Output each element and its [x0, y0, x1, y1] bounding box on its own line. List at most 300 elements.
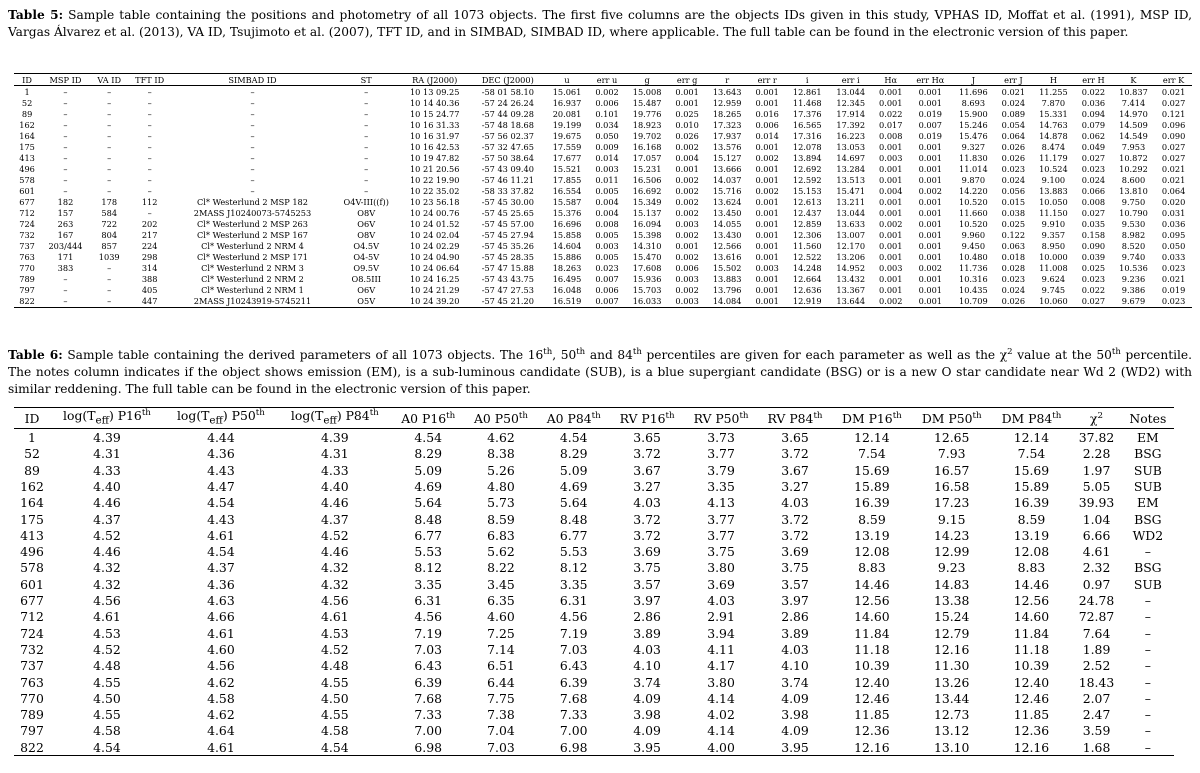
table5-cell: 16.692	[632, 185, 662, 196]
table5-cell: 15.470	[632, 252, 662, 263]
table6-cell: 3.45	[487, 576, 515, 592]
table-row	[14, 446, 1174, 462]
table6-cell: 8.12	[559, 560, 588, 576]
table6-cell: 3.77	[707, 446, 735, 462]
table-row	[14, 274, 1192, 285]
table6-cell: 6.98	[414, 739, 442, 755]
table5-cell: 0.025	[675, 108, 699, 119]
table5-cell: –	[364, 163, 369, 174]
table5-cell: 13.883	[712, 274, 742, 285]
table5-cell: 10 24 01.52	[409, 219, 460, 230]
table5-cell: 15.061	[552, 86, 582, 97]
table6-cell: 11.18	[854, 641, 890, 657]
table6-cell: 3.97	[781, 593, 809, 609]
table6-cell: 3.75	[707, 544, 735, 560]
table5-cell: 15.331	[1039, 108, 1068, 119]
table5-cell: 10.000	[1039, 252, 1068, 263]
table5-cell: 0.001	[879, 230, 903, 241]
table5-cell: 0.001	[918, 141, 943, 152]
table6-cell: 3.35	[559, 576, 588, 592]
table5-cell: 0.049	[1081, 141, 1106, 152]
table5-caption-text: Sample table containing the positions and photometry of all 1073 objects. The first five columns are the objects IDs given in this study, VPHAS ID, Moffat et al. (1991), MSP ID, Vargas Álvarez et al. (2013), VA ID, Tsujimoto et al. (2007), TFT ID, and in SIMBAD, SIMBAD ID, where applicable. The full table can be found in the electronic version of this paper.	[8, 8, 1192, 39]
table5-cell: 0.095	[1161, 230, 1186, 241]
table5-cell: 2MASS J10243919-5745211	[193, 296, 312, 307]
table-row	[14, 429, 1174, 446]
table5-header-cell: Hα	[884, 74, 898, 85]
table5-cell: 12.078	[792, 141, 822, 152]
table-row	[14, 185, 1192, 196]
table5-cell: -57 45 35.26	[481, 241, 534, 252]
table5-cell: 13.432	[836, 274, 866, 285]
table5-header-cell: err g	[676, 74, 698, 85]
table5-header-row	[14, 74, 1192, 86]
table6-cell: 3.72	[633, 527, 661, 543]
table5-header-cell: ST	[360, 74, 372, 85]
table-row	[14, 576, 1174, 592]
table6-cell: 9.15	[937, 511, 966, 527]
table5-cell: –	[250, 130, 255, 141]
table5-cell: 0.023	[1001, 274, 1026, 285]
table6-cell: 164	[20, 495, 44, 511]
table5-cell: 8.600	[1121, 174, 1146, 185]
table6-cell: 12.36	[1013, 723, 1050, 739]
table5-cell: –	[364, 86, 369, 97]
table6-cell: 15.89	[1013, 479, 1050, 494]
table6-cell: 12.79	[933, 625, 970, 641]
table5-cell: 0.001	[755, 86, 779, 97]
table5-cell: 13.044	[836, 208, 866, 219]
table5-header-cell: J	[971, 74, 975, 85]
table5-cell: 15.936	[632, 274, 662, 285]
table5-cell: 14.220	[959, 185, 988, 196]
table5-cell: –	[63, 174, 68, 185]
table5-cell: 12.345	[836, 97, 866, 108]
table-row	[14, 674, 1174, 690]
table5-cell: 9.870	[961, 174, 986, 185]
table6-cell: –	[1144, 544, 1151, 560]
table6-cell: 3.69	[707, 576, 735, 592]
table6-cell: 12.56	[1013, 593, 1050, 609]
table-row	[14, 208, 1192, 219]
table6-cell: 13.38	[933, 593, 970, 609]
table5-cell: 12.919	[792, 296, 822, 307]
table5-header-cell: r	[725, 74, 730, 85]
table5-cell: 0.019	[1161, 285, 1186, 296]
table5-cell: 13.284	[836, 163, 866, 174]
table5-cell: 14.037	[712, 174, 742, 185]
table5-cell: 677	[19, 197, 35, 208]
table5-cell: –	[107, 152, 112, 163]
table6-header-cell: RV P16th	[619, 410, 675, 426]
table6-cell: 8.38	[487, 446, 515, 462]
table6-cell: BSG	[1134, 560, 1162, 576]
table5-cell: 0.027	[1161, 97, 1186, 108]
table-row	[14, 527, 1174, 543]
table6-caption-text: Sample table containing the derived parameters of all 1073 objects. The 16th, 50th and 84th percentiles are given for each parameter as well as the $\chi^2$ value at the 50th percentile. The notes column indicates if the object shows emission (EM), is a sub-luminous candidate (SUB), is a blue supergiant candidate (BSG) or is a new O star candidate near Wd 2 (WD2) with similar reddening. The full table can be found in the electronic version of this paper.	[8, 346, 1192, 396]
table5-cell: 0.027	[1161, 141, 1186, 152]
table6-derived-parameters	[14, 407, 1174, 756]
table6-cell: –	[1144, 593, 1151, 609]
table6-cell: 12.46	[1013, 690, 1050, 706]
table6-cell: 4.56	[321, 593, 349, 609]
table5-header-cell: K	[1130, 74, 1137, 85]
table-row	[14, 263, 1192, 274]
table5-cell: 0.001	[918, 219, 943, 230]
table6-cell: 7.00	[559, 723, 588, 739]
table5-cell: 0.054	[1001, 119, 1026, 130]
table6-cell: 11.85	[1013, 707, 1050, 723]
table-row	[14, 97, 1192, 108]
table5-cell: 13.796	[712, 285, 742, 296]
table5-cell: 15.137	[632, 208, 662, 219]
table5-cell: 15.376	[552, 208, 582, 219]
table5-cell: 16.565	[792, 119, 822, 130]
table5-cell: 10 16 42.53	[409, 141, 460, 152]
table5-cell: 0.027	[1081, 208, 1106, 219]
table6-cell: 5.53	[414, 544, 442, 560]
table5-cell: Cl* Westerlund 2 NRM 1	[201, 285, 304, 296]
table5-cell: –	[107, 296, 112, 307]
table5-cell: 7.870	[1041, 97, 1066, 108]
table5-cell: 14.763	[1039, 119, 1068, 130]
table6-cell: 4.46	[321, 495, 349, 511]
table5-cell: 10 16 31.33	[409, 119, 460, 130]
table5-cell: 11.660	[959, 208, 988, 219]
table6-cell: 4.66	[207, 609, 235, 625]
table6-cell: 4.39	[321, 430, 349, 446]
table6-cell: 4.03	[781, 495, 809, 511]
table6-cell: 15.69	[854, 462, 890, 478]
table5-cell: 16.094	[632, 219, 662, 230]
table6-cell: 4.52	[93, 527, 121, 543]
table5-cell: 9.910	[1041, 219, 1066, 230]
table6-cell: 89	[24, 462, 40, 478]
table6-header-row	[14, 408, 1174, 429]
table6-cell: 4.17	[707, 658, 735, 674]
table5-cell: 0.001	[755, 285, 779, 296]
table5-cell: 17.559	[552, 141, 582, 152]
table-row	[14, 739, 1174, 756]
table5-label: Table 5:	[8, 8, 64, 22]
table5-cell: 14.952	[836, 263, 866, 274]
table5-cell: –	[147, 141, 152, 152]
table5-cell: 9.327	[961, 141, 986, 152]
table6-cell: 13.19	[1013, 527, 1050, 543]
table5-cell: –	[107, 163, 112, 174]
table5-cell: 0.035	[1081, 219, 1106, 230]
table6-cell: 6.98	[559, 739, 588, 755]
table6-cell: 4.56	[414, 609, 442, 625]
table6-cell: 11.85	[854, 707, 890, 723]
table-row	[14, 296, 1192, 308]
table5-cell: 0.004	[675, 152, 699, 163]
table5-cell: 0.026	[1001, 296, 1026, 307]
table6-cell: 578	[20, 560, 44, 576]
table6-cell: 4.56	[559, 609, 588, 625]
table6-cell: 12.14	[854, 430, 890, 446]
table6-cell: 4.40	[321, 479, 349, 494]
table5-cell: 0.122	[1001, 230, 1026, 241]
table6-cell: 4.52	[93, 641, 121, 657]
table5-cell: 9.740	[1121, 252, 1146, 263]
table-row	[14, 707, 1174, 723]
table5-cell: 13.666	[712, 163, 742, 174]
table6-cell: 7.00	[414, 723, 442, 739]
table5-cell: 0.006	[595, 97, 619, 108]
table6-cell: 3.73	[707, 430, 735, 446]
table5-cell: 13.644	[836, 296, 866, 307]
table5-cell: 16.506	[632, 174, 662, 185]
table5-cell: 0.022	[1081, 86, 1106, 97]
table5-cell: 0.003	[675, 274, 699, 285]
table6-cell: 7.19	[414, 625, 442, 641]
table6-cell: 5.09	[414, 462, 442, 478]
table5-cell: 0.094	[1081, 108, 1106, 119]
table6-cell: 12.65	[933, 430, 970, 446]
table6-cell: 770	[20, 690, 44, 706]
table6-cell: 7.03	[487, 739, 515, 755]
table5-cell: 0.062	[1081, 130, 1106, 141]
table6-cell: 4.50	[321, 690, 349, 706]
table5-cell: –	[147, 174, 152, 185]
table5-cell: 10.524	[1039, 163, 1068, 174]
table5-cell: 0.002	[675, 208, 699, 219]
table5-cell: 0.001	[755, 241, 779, 252]
table6-cell: 8.29	[414, 446, 442, 462]
table5-cell: 2MASS J10240073-5745253	[193, 208, 312, 219]
table5-cell: 8.693	[961, 97, 986, 108]
table5-cell: 12.861	[792, 86, 822, 97]
table5-cell: 0.004	[595, 197, 619, 208]
table5-cell: 0.001	[879, 252, 903, 263]
table5-cell: –	[107, 185, 112, 196]
table5-cell: –	[63, 152, 68, 163]
table6-cell: 4.62	[207, 707, 235, 723]
table5-cell: 0.002	[755, 152, 779, 163]
table5-cell: 52	[21, 97, 33, 108]
table6-cell: 3.97	[633, 593, 661, 609]
table5-cell: O8V	[357, 208, 376, 219]
table5-cell: –	[107, 119, 112, 130]
table5-cell: 732	[19, 230, 35, 241]
table-row	[14, 141, 1192, 152]
table6-cell: 4.62	[487, 430, 515, 446]
table-row	[14, 609, 1174, 625]
table6-cell: 1.68	[1082, 739, 1111, 755]
table5-cell: 15.231	[632, 163, 662, 174]
table5-cell: 12.170	[836, 241, 866, 252]
table6-cell: 4.43	[207, 462, 235, 478]
table6-cell: 7.64	[1082, 625, 1111, 641]
table6-cell: 4.54	[414, 430, 442, 446]
table6-cell: 4.14	[707, 723, 735, 739]
table6-cell: 4.37	[207, 560, 235, 576]
table6-cell: 7.33	[559, 707, 588, 723]
table5-header-cell: TFT ID	[135, 74, 165, 85]
table5-cell: 15.246	[959, 119, 988, 130]
table5-cell: 0.001	[918, 230, 943, 241]
table6-header-cell: ID	[24, 410, 40, 426]
table5-cell: –	[63, 108, 68, 119]
table6-cell: 16.39	[1013, 495, 1050, 511]
table6-cell: 8.48	[559, 511, 588, 527]
table6-cell: 13.19	[854, 527, 890, 543]
table5-cell: 789	[19, 274, 35, 285]
table5-cell: 13.643	[712, 86, 742, 97]
table5-cell: 15.521	[552, 163, 582, 174]
table5-cell: 9.450	[961, 241, 986, 252]
table5-cell: 0.001	[918, 241, 943, 252]
table6-cell: 3.27	[781, 479, 809, 494]
table5-cell: 17.937	[712, 130, 742, 141]
table5-cell: 10.316	[959, 274, 988, 285]
table5-cell: 0.002	[675, 185, 699, 196]
table-row	[14, 478, 1174, 494]
table5-cell: 10 24 16.25	[409, 274, 460, 285]
table6-cell: 6.31	[414, 593, 442, 609]
table6-cell: 7.19	[559, 625, 588, 641]
table6-body	[14, 429, 1174, 756]
table5-cell: 14.878	[1039, 130, 1068, 141]
table6-cell: 18.43	[1078, 674, 1115, 690]
table5-cell: 0.021	[1161, 163, 1186, 174]
table6-cell: 10.39	[1013, 658, 1050, 674]
table5-cell: 9.624	[1041, 274, 1066, 285]
table5-cell: 15.716	[712, 185, 742, 196]
table6-cell: –	[1144, 625, 1151, 641]
table5-cell: 13.044	[836, 86, 866, 97]
table-row	[14, 641, 1174, 657]
table5-cell: –	[107, 174, 112, 185]
table5-cell: -57 48 18.68	[481, 119, 534, 130]
table5-cell: O4.5V	[353, 241, 380, 252]
table6-header-cell: RV P50th	[693, 410, 749, 426]
table6-header-cell: A0 P50th	[473, 410, 528, 426]
table5-cell: –	[364, 119, 369, 130]
table5-cell: 15.398	[632, 230, 662, 241]
table-row	[14, 130, 1192, 141]
table6-cell: 3.98	[633, 707, 661, 723]
table6-cell: 4.61	[321, 609, 349, 625]
table5-cell: O9.5V	[353, 263, 380, 274]
table5-cell: 13.894	[792, 152, 822, 163]
table6-cell: 3.67	[633, 462, 661, 478]
table5-cell: 0.001	[918, 274, 943, 285]
table6-cell: 4.44	[207, 430, 235, 446]
table5-cell: 10 14 40.36	[409, 97, 460, 108]
table6-cell: 4.61	[207, 527, 235, 543]
table5-cell: 13.053	[836, 141, 866, 152]
table6-cell: 3.74	[633, 674, 661, 690]
table6-cell: 4.63	[207, 593, 235, 609]
table5-cell: 15.153	[792, 185, 822, 196]
table6-cell: 4.52	[321, 527, 349, 543]
table6-header-cell: $\log(T_{eff})$ P50th	[176, 407, 265, 427]
table5-cell: 0.027	[1081, 152, 1106, 163]
table5-cell: –	[364, 130, 369, 141]
table5-cell: 1039	[98, 252, 120, 263]
table5-cell: 11.830	[959, 152, 988, 163]
table6-cell: 52	[24, 446, 40, 462]
table5-cell: –	[364, 108, 369, 119]
table5-cell: -58 01 58.10	[481, 86, 534, 97]
table5-cell: 0.001	[918, 163, 943, 174]
table5-cell: 0.079	[1081, 119, 1106, 130]
table6-cell: 4.40	[93, 479, 121, 494]
table5-cell: 10.292	[1119, 163, 1148, 174]
table5-cell: 0.004	[595, 208, 619, 219]
table5-cell: –	[250, 119, 255, 130]
table6-cell: 3.35	[414, 576, 442, 592]
table5-cell: 13.883	[1039, 185, 1068, 196]
table6-cell: 5.62	[487, 544, 515, 560]
table5-cell: –	[63, 86, 68, 97]
table6-cell: 5.53	[559, 544, 588, 560]
table6-cell: 0.97	[1082, 576, 1111, 592]
table6-cell: 822	[20, 739, 44, 755]
table5-cell: 0.001	[918, 285, 943, 296]
table5-header-cell: SIMBAD ID	[228, 74, 277, 85]
table5-cell: 0.064	[1161, 185, 1186, 196]
table5-header-cell: MSP ID	[49, 74, 82, 85]
table6-cell: 3.35	[707, 479, 735, 494]
table5-cell: 0.008	[879, 130, 903, 141]
table5-cell: 7.953	[1121, 141, 1146, 152]
table5-cell: –	[63, 141, 68, 152]
table5-cell: 19.702	[632, 130, 662, 141]
table6-cell: 4.55	[93, 674, 121, 690]
table-row	[14, 163, 1192, 174]
table5-cell: 263	[57, 219, 74, 230]
table6-cell: 3.95	[633, 739, 661, 755]
table5-cell: –	[250, 97, 255, 108]
table5-cell: 0.001	[918, 86, 943, 97]
table5-cell: 15.703	[632, 285, 662, 296]
table6-cell: 6.39	[559, 674, 588, 690]
table6-cell: 11.84	[1013, 625, 1050, 641]
table5-cell: –	[63, 163, 68, 174]
table5-cell: 0.025	[1081, 263, 1106, 274]
table6-cell: 1.89	[1082, 641, 1111, 657]
table5-cell: 804	[101, 230, 118, 241]
table5-cell: 0.024	[1081, 174, 1106, 185]
table5-cell: 10.060	[1039, 296, 1068, 307]
table5-cell: 15.858	[552, 230, 582, 241]
table6-cell: WD2	[1132, 527, 1164, 543]
table6-cell: 2.86	[781, 609, 809, 625]
table6-cell: 4.80	[487, 479, 515, 494]
table6-cell: 4.61	[207, 625, 235, 641]
table5-cell: O4-5V	[353, 252, 380, 263]
table5-cell: 0.006	[755, 119, 779, 130]
table6-cell: 8.12	[414, 560, 442, 576]
table5-cell: 0.002	[918, 185, 943, 196]
table6-cell: 12.08	[854, 544, 890, 560]
table5-cell: 0.003	[675, 296, 699, 307]
table6-cell: 797	[20, 723, 44, 739]
table5-cell: 10 24 02.29	[409, 241, 460, 252]
table6-cell: 4.32	[93, 560, 121, 576]
table6-cell: 6.51	[487, 658, 515, 674]
table5-cell: -57 46 11.21	[481, 174, 534, 185]
table6-cell: 7.33	[414, 707, 442, 723]
table6-cell: 12.46	[854, 690, 890, 706]
table5-cell: 0.019	[918, 108, 943, 119]
table6-cell: 4.10	[781, 658, 809, 674]
table5-cell: 15.502	[712, 263, 742, 274]
table6-header-cell: DM P50th	[921, 410, 982, 426]
table5-cell: 0.101	[595, 108, 619, 119]
